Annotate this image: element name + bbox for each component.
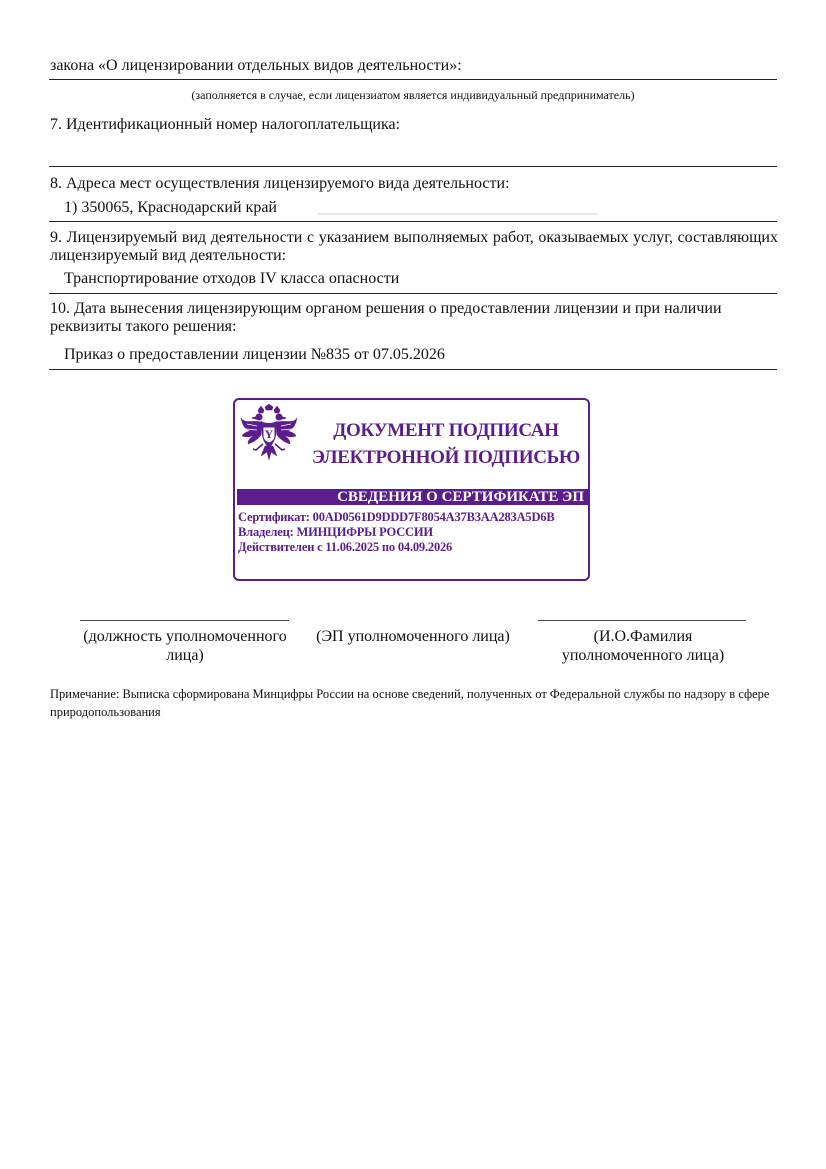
divider-line [49,221,777,222]
section-9-value: Транспортирование отходов IV класса опасности [64,270,400,287]
double-headed-eagle-emblem-icon [239,404,299,462]
section-10-value: Приказ о предоставлении лицензии №835 от 07.05.2026 [64,346,445,363]
position-caption: (должность уполномоченного лица) [83,628,287,664]
certificate-number: Сертификат: 00AD0561D9DDD7F8054A37B3AA283A5D6B [238,510,555,524]
section-8-label: 8. Адреса мест осуществления лицензируемого вида деятельности: [50,175,510,192]
svg-text:Y: Y [264,427,274,441]
name-signature-line [538,620,746,621]
section-10-label: 10. Дата вынесения лицензирующим органом решения о предоставлении лицензии и при наличии реквизиты такого решения: [50,300,722,335]
name-caption: (И.О.Фамилия уполномоченного лица) [561,628,725,664]
position-signature-line [80,620,289,621]
certificate-owner: Владелец: МИНЦИФРЫ РОССИИ [238,525,433,539]
section-7-label: 7. Идентификационный номер налогоплательщика: [50,116,401,133]
law-reference-text: закона «О лицензировании отдельных видов деятельности»: [50,57,462,74]
footnote: Примечание: Выписка сформирована Минцифры России на основе сведений, полученных от Федеральной службы по надзору в сфере природопользования [50,687,770,719]
section-8-value: 1) 350065, Краснодарский край [64,199,277,216]
section-9-label: 9. Лицензируемый вид деятельности с указанием выполняемых работ, оказываемых услуг, составляющих лицензируемый вид деятельности: [50,229,778,264]
divider-line [49,293,777,294]
divider-line [49,166,777,167]
certificate-info-band [237,489,588,505]
divider-line [49,79,777,80]
stamp-title-line-1: ДОКУМЕНТ ПОДПИСАН [333,420,559,441]
redacted-address-fragment [318,213,598,215]
fill-in-note: (заполняется в случае, если лицензиатом является индивидуальный предприниматель) [191,88,635,102]
certificate-info-heading: СВЕДЕНИЯ О СЕРТИФИКАТЕ ЭП [337,489,584,505]
divider-line [49,369,777,370]
certificate-validity: Действителен с 11.06.2025 по 04.09.2026 [238,540,453,554]
signature-caption: (ЭП уполномоченного лица) [316,628,510,645]
electronic-signature-stamp [233,398,590,581]
stamp-title-line-2: ЭЛЕКТРОННОЙ ПОДПИСЬЮ [311,447,581,468]
